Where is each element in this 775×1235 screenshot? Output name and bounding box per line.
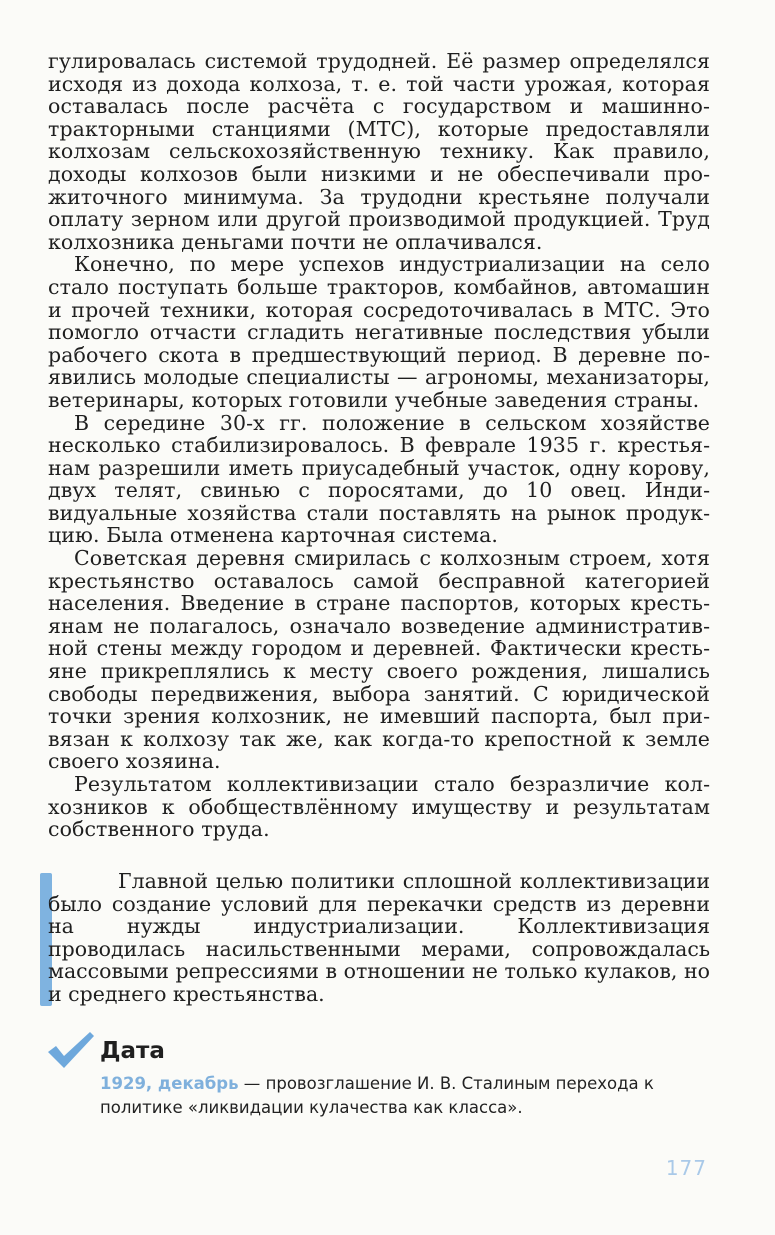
paragraph-5: Результатом коллективизации стало безразличие колхозников к обобществлённому имуществу и результатам собственного труда. [48,772,710,842]
paragraph-1: гулировалась системой трудодней. Её размер определялся исходя из дохода колхоза, т. е. той части урожая, которая оставалась после расчёта с государством и машинно-тракторными станциями (МТС), которые предоставляли колхозам сельскохозяйственную технику. Как правило, доходы колхозов были низкими и не обеспечивали прожиточного минимума. За трудодни крестьяне получали оплату зерном или другой производимой продукцией. Труд колхозника деньгами почти не оплачивался. [48,49,710,254]
page-number: 177 [665,1156,707,1180]
summary-box [40,870,712,1010]
main-text [48,50,710,841]
date-value: 1929, декабрь [100,1074,239,1093]
paragraph-3: В середине 30-х гг. положение в сельском хозяйстве несколько стабилизировалось. В феврале 1935 г. крестьянам разрешили иметь приусадебный участок, одну корову, двух телят, свинью с поросятами, до 10 овец. Индивидуальные хозяйства стали поставлять на рынок продукцию. Была отменена карточная система. [48,410,710,548]
date-entry [100,1072,720,1120]
date-description: провозглашение И. В. Сталиным перехода к политике «ликвидации кулачества как класса». [100,1074,654,1117]
paragraph-4: Советская деревня смирилась с колхозным строем, хотя крестьянство оставалось самой бесправной категорией населения. Введение в стране паспортов, которых крестьянам не полагалось, означало возведение административной стены между городом и деревней. Фактически крестьяне прикреплялись к месту своего рождения, лишались свободы передвижения, выбора занятий. С юридической точки зрения колхозник, не имевший паспорта, был привязан к колхозу так же, как когда-то крепостной к земле своего хозяина. [48,546,710,774]
paragraph-2: Конечно, по мере успехов индустриализации на село стало поступать больше тракторов, комбайнов, автомашин и прочей техники, которая сосредоточивалась в МТС. Это помогло отчасти сгладить негативные последствия убыли рабочего скота в предшествующий период. В деревне появились молодые специалисты — агрономы, механизаторы, ветеринары, которых готовили учебные заведения страны. [48,252,710,412]
date-heading: Дата [100,1038,165,1064]
date-separator: — [238,1074,266,1093]
checkmark-icon [44,1028,96,1072]
summary-text: Главной целью политики сплошной коллективизации было создание условий для перекачки средств из деревни на нужды индустриализации. Коллективизация проводилась насильственными мерами, сопровождалась массовыми репрессиями в отношении не только кулаков, но и среднего крестьянства. [48,869,710,1006]
